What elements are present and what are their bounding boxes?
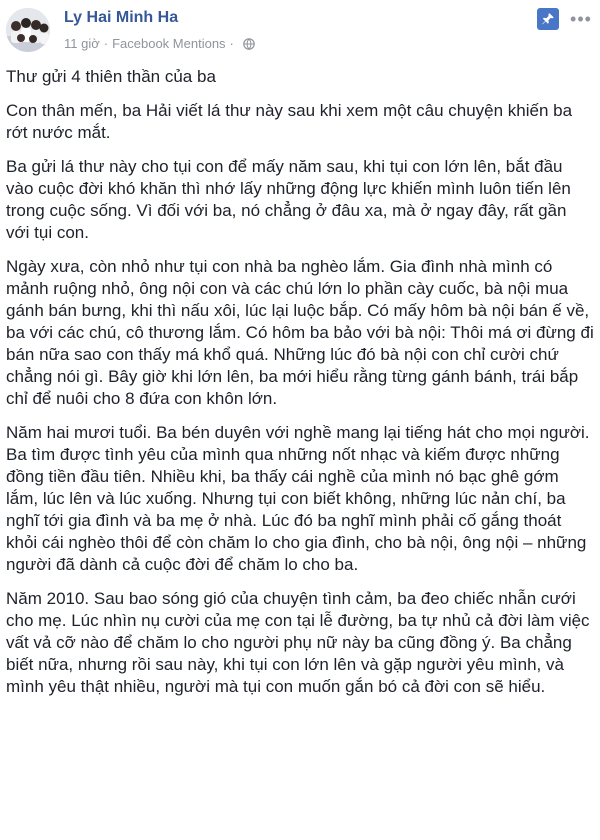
post-paragraph: Ba gửi lá thư này cho tụi con để mấy năm sau, khi tụi con lớn lên, bắt đầu vào cuộc đời khó khăn thì nhớ lấy những động lực khiến mình luôn tiến lên trong cuộc sống. Vì đối với ba, nó chẳng ở đâu xa, mà ở ngay đây, rất gần với tụi con. bbox=[6, 157, 571, 242]
meta-separator: · bbox=[229, 36, 234, 51]
post-header bbox=[0, 0, 600, 60]
pin-icon bbox=[541, 12, 555, 26]
post-timestamp[interactable]: 11 giờ bbox=[64, 36, 100, 51]
meta-separator: · bbox=[103, 36, 109, 51]
avatar[interactable] bbox=[6, 8, 50, 52]
post-body bbox=[6, 66, 594, 698]
avatar-photo-icon bbox=[6, 8, 50, 52]
post-paragraph: Ngày xưa, còn nhỏ như tụi con nhà ba nghèo lắm. Gia đình nhà mình có mảnh ruộng nhỏ, ông nội con và các chú lớn lo phần cày cuốc, bà nội mua gánh bán bưng, khi thì nấu xôi, lúc lại luộc bắp. Có mấy hôm bà nội bán ế về, ba với các chú, cô thương lắm. Có hôm ba bảo với bà nội: Thôi má ơi đừng đi bán nữa sao con thấy má khổ quá. Những lúc đó bà nội con chỉ cười chứ chẳng nói gì. Bây giờ khi lớn lên, ba mới hiểu rằng từng gánh bánh, trái bắp chỉ để nuôi cho 8 đứa con khôn lớn. bbox=[6, 257, 594, 408]
globe-icon[interactable] bbox=[243, 38, 255, 50]
post-paragraph: Thư gửi 4 thiên thần của ba bbox=[6, 67, 216, 86]
post-paragraph: Năm hai mươi tuổi. Ba bén duyên với nghề mang lại tiếng hát cho mọi người. Ba tìm được tình yêu của mình qua những nốt nhạc và kiếm được những đồng tiền đầu tiên. Nhiều khi, ba thấy cái nghề của mình nó bạc ghê gớm lắm, lúc lên và lúc xuống. Nhưng tụi con biết không, những lúc nản chí, ba nghĩ tới gia đình và ba mẹ ở nhà. Lúc đó ba nghĩ mình phải cố gắng thoát khỏi cái nghèo thôi để còn chăm lo cho gia đình, cho bà nội, ông nội – những người đã dành cả cuộc đời để chăm lo cho ba. bbox=[6, 423, 590, 574]
post-source[interactable]: Facebook Mentions bbox=[112, 36, 226, 51]
author-name[interactable]: Ly Hai Minh Ha bbox=[64, 9, 179, 26]
post-meta bbox=[64, 36, 255, 51]
post-paragraph: Năm 2010. Sau bao sóng gió của chuyện tình cảm, ba đeo chiếc nhẫn cưới cho mẹ. Lúc nhìn nụ cười của mẹ con tại lễ đường, ba tự nhủ cả đời làm việc vất vả cỡ nào để chăm lo cho người phụ nữ này ba cũng đồng ý. Ba chẳng biết nữa, nhưng rồi sau này, khi tụi con lớn lên và gặp người yêu mình, và mình yêu thật nhiều, người mà tụi con muốn gắn bó cả đời con sẽ hiểu. bbox=[6, 589, 590, 696]
pin-button[interactable] bbox=[537, 8, 559, 30]
post-paragraph: Con thân mến, ba Hải viết lá thư này sau khi xem một câu chuyện khiến ba rớt nước mắt. bbox=[6, 101, 573, 142]
more-options-button[interactable]: ••• bbox=[570, 9, 592, 29]
